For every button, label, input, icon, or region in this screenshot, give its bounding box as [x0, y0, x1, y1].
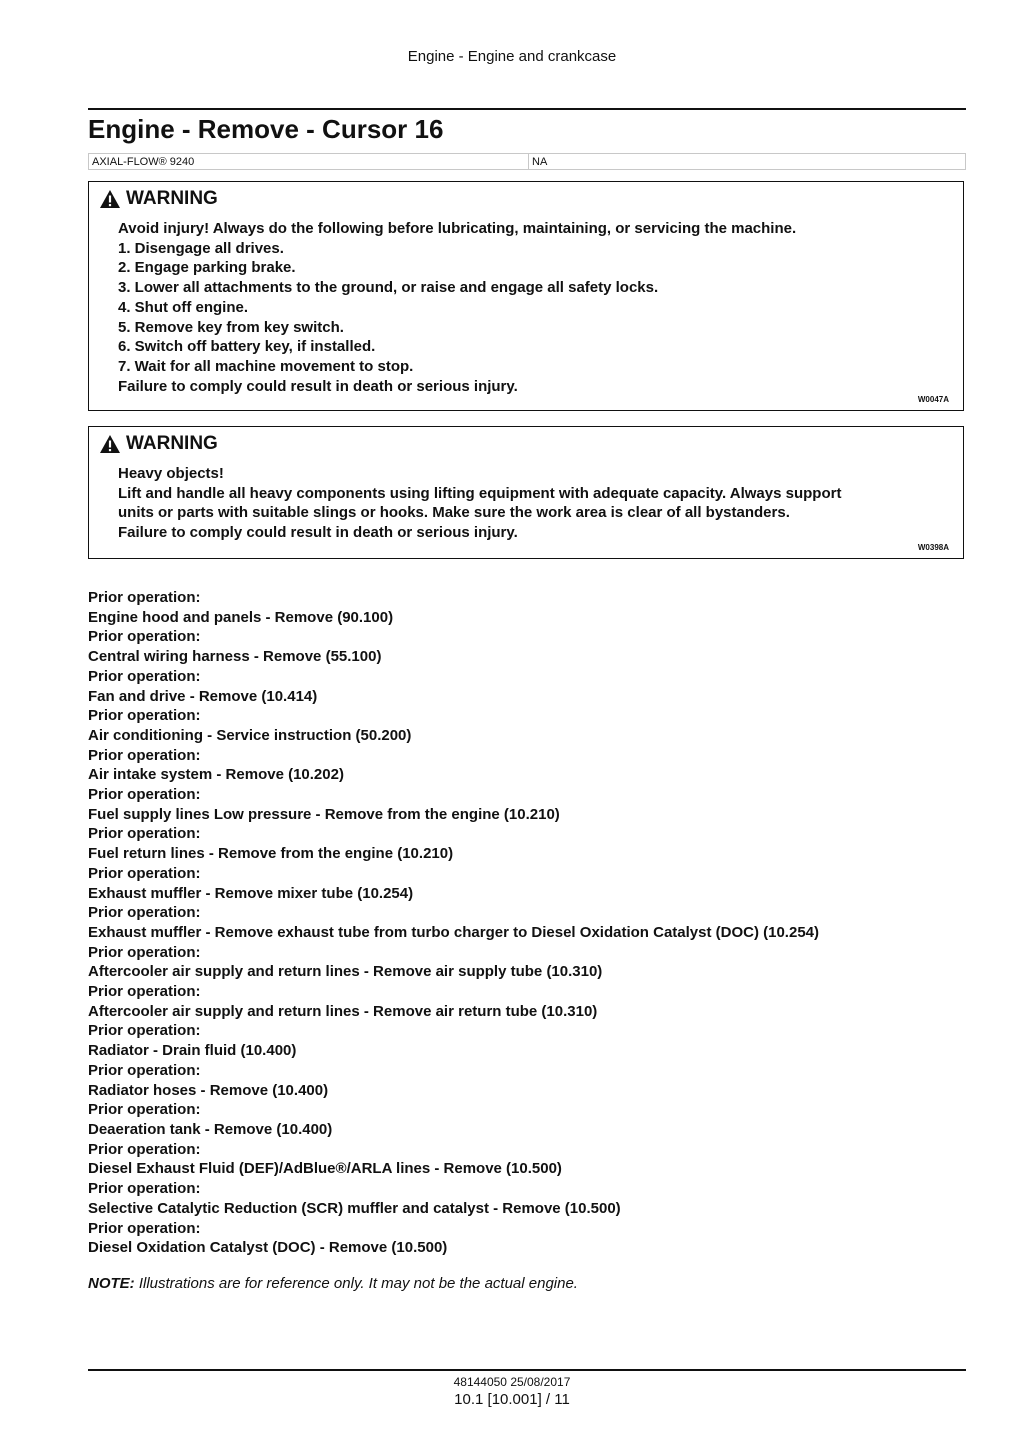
- prior-operation-label: Prior operation:: [88, 667, 201, 685]
- prior-operation-item: Deaeration tank - Remove (10.400): [88, 1120, 333, 1138]
- warning-line: 7. Wait for all machine movement to stop.: [118, 357, 414, 375]
- warning-line: 5. Remove key from key switch.: [118, 318, 344, 336]
- prior-operation-label: Prior operation:: [88, 825, 201, 843]
- warning-heading-text: WARNING: [126, 433, 218, 454]
- prior-operation-item: Aftercooler air supply and return lines - Remove air return tube (10.310): [88, 1002, 598, 1020]
- header-divider: [88, 108, 966, 110]
- prior-operation-label: Prior operation:: [88, 943, 201, 961]
- warning-line: Lift and handle all heavy components using lifting equipment with adequate capacity. Always support: [118, 484, 842, 502]
- warning-line: Failure to comply could result in death or serious injury.: [118, 524, 518, 542]
- prior-operation-item: Fuel supply lines Low pressure - Remove from the engine (10.210): [88, 805, 560, 823]
- prior-operation-item: Diesel Exhaust Fluid (DEF)/AdBlue®/ARLA lines - Remove (10.500): [88, 1160, 562, 1178]
- prior-operation-label: Prior operation:: [88, 746, 201, 764]
- warning-heading-text: WARNING: [126, 188, 218, 209]
- note-text: Illustrations are for reference only. It may not be the actual engine.: [134, 1275, 578, 1292]
- prior-operation-item: Exhaust muffler - Remove exhaust tube from turbo charger to Diesel Oxidation Catalyst (DOC) (10.254): [88, 923, 819, 941]
- page-header: Engine - Engine and crankcase: [407, 48, 617, 65]
- warning-heading: [99, 188, 218, 210]
- page-title: Engine - Remove - Cursor 16: [88, 114, 444, 144]
- warning-line: Heavy objects!: [118, 465, 224, 482]
- prior-operation-label: Prior operation:: [88, 1101, 201, 1119]
- warning-text: [118, 219, 943, 396]
- region-cell: NA: [529, 154, 966, 170]
- warning-box-heavy-objects: [88, 426, 964, 559]
- warning-triangle-icon: [99, 434, 121, 454]
- prior-operation-item: Fan and drive - Remove (10.414): [88, 687, 318, 705]
- warning-line: 1. Disengage all drives.: [118, 239, 284, 257]
- footer-page-number: 10.1 [10.001] / 11: [454, 1391, 570, 1408]
- prior-operation-item: Diesel Oxidation Catalyst (DOC) - Remove (10.500): [88, 1239, 448, 1257]
- note: [88, 1275, 578, 1292]
- model-cell: AXIAL-FLOW® 9240: [89, 154, 529, 170]
- prior-operation-label: Prior operation:: [88, 1140, 201, 1158]
- prior-operation-item: Aftercooler air supply and return lines - Remove air supply tube (10.310): [88, 963, 603, 981]
- warning-triangle-icon: [99, 189, 121, 209]
- footer-doc-id: 48144050 25/08/2017: [453, 1375, 571, 1389]
- warning-box-general: [88, 181, 964, 411]
- prior-operation-item: Selective Catalytic Reduction (SCR) muffler and catalyst - Remove (10.500): [88, 1199, 621, 1217]
- warning-code: W0047A: [917, 395, 949, 404]
- prior-operation-item: Central wiring harness - Remove (55.100): [88, 648, 382, 666]
- warning-line: Avoid injury! Always do the following before lubricating, maintaining, or servicing the machine.: [118, 220, 797, 237]
- prior-operation-label: Prior operation:: [88, 589, 201, 606]
- prior-operation-label: Prior operation:: [88, 983, 201, 1001]
- prior-operation-item: Radiator hoses - Remove (10.400): [88, 1081, 329, 1099]
- footer-divider: [88, 1369, 966, 1371]
- warning-text: [118, 464, 943, 543]
- warning-line: Failure to comply could result in death or serious injury.: [118, 377, 518, 395]
- prior-operation-label: Prior operation:: [88, 786, 201, 804]
- prior-operation-label: Prior operation:: [88, 707, 201, 725]
- warning-line: 4. Shut off engine.: [118, 298, 248, 316]
- prior-operation-item: Air intake system - Remove (10.202): [88, 766, 344, 784]
- model-table: [88, 153, 966, 170]
- warning-line: 3. Lower all attachments to the ground, or raise and engage all safety locks.: [118, 279, 659, 297]
- prior-operation-item: Exhaust muffler - Remove mixer tube (10.254): [88, 884, 414, 902]
- prior-operation-label: Prior operation:: [88, 1061, 201, 1079]
- prior-operation-item: Engine hood and panels - Remove (90.100): [88, 608, 394, 626]
- prior-operation-label: Prior operation:: [88, 1180, 201, 1198]
- prior-operations-list: [88, 588, 819, 1258]
- prior-operation-label: Prior operation:: [88, 628, 201, 646]
- prior-operation-item: Radiator - Drain fluid (10.400): [88, 1042, 297, 1060]
- prior-operation-label: Prior operation:: [88, 1219, 201, 1237]
- note-label: NOTE:: [88, 1275, 135, 1292]
- prior-operation-item: Air conditioning - Service instruction (50.200): [88, 726, 412, 744]
- warning-line: units or parts with suitable slings or hooks. Make sure the work area is clear of all bystanders.: [118, 504, 790, 522]
- prior-operation-label: Prior operation:: [88, 1022, 201, 1040]
- warning-line: 2. Engage parking brake.: [118, 259, 296, 277]
- warning-code: W0398A: [917, 543, 949, 552]
- prior-operation-label: Prior operation:: [88, 904, 201, 922]
- prior-operation-item: Fuel return lines - Remove from the engine (10.210): [88, 845, 454, 863]
- warning-line: 6. Switch off battery key, if installed.: [118, 338, 376, 356]
- warning-heading: [99, 433, 218, 455]
- model-row: [89, 154, 966, 170]
- prior-operation-label: Prior operation:: [88, 864, 201, 882]
